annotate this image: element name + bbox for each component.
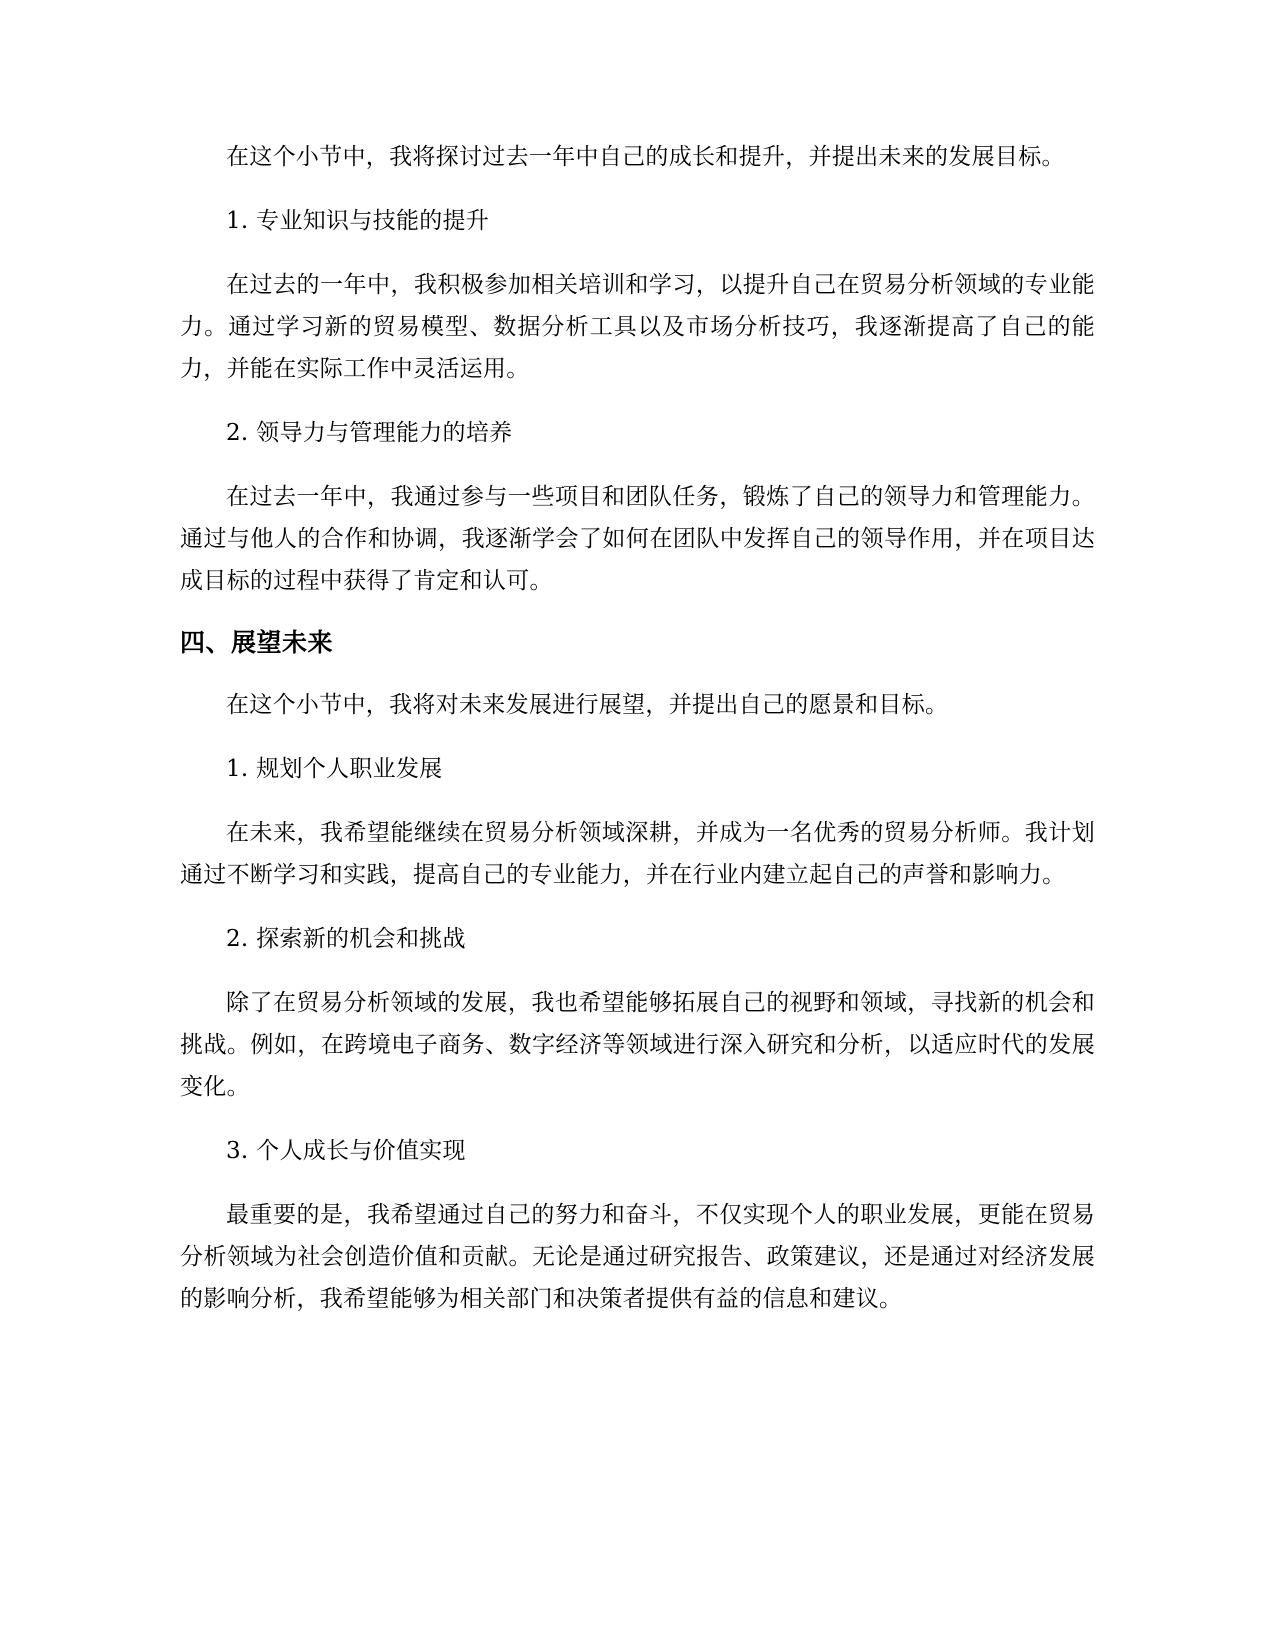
list-item-professional-skills: 1. 专业知识与技能的提升 [226,208,490,234]
document-page [180,136,1095,1320]
intro-paragraph: 在这个小节中，我将探讨过去一年中自己的成长和提升，并提出未来的发展目标。 [226,144,1065,170]
list-item-career-planning: 1. 规划个人职业发展 [226,756,443,782]
intro-paragraph-future: 在这个小节中，我将对未来发展进行展望，并提出自己的愿景和目标。 [226,692,949,718]
paragraph-career-planning: 在未来，我希望能继续在贸易分析领域深耕，并成为一名优秀的贸易分析师。我计划通过不断学习和实践，提高自己的专业能力，并在行业内建立起自己的声誉和影响力。 [180,820,1095,888]
list-item-new-opportunities: 2. 探索新的机会和挑战 [226,926,466,952]
section-heading-future: 四、展望未来 [180,628,334,657]
list-item-personal-growth: 3. 个人成长与价值实现 [226,1138,466,1164]
paragraph-leadership: 在过去一年中，我通过参与一些项目和团队任务，锻炼了自己的领导力和管理能力。通过与他人的合作和协调，我逐渐学会了如何在团队中发挥自己的领导作用，并在项目达成目标的过程中获得了肯定和认可。 [180,484,1095,594]
paragraph-professional-skills: 在过去的一年中，我积极参加相关培训和学习，以提升自己在贸易分析领域的专业能力。通过学习新的贸易模型、数据分析工具以及市场分析技巧，我逐渐提高了自己的能力，并能在实际工作中灵活运用。 [180,272,1095,382]
list-item-leadership: 2. 领导力与管理能力的培养 [226,420,513,446]
paragraph-personal-growth: 最重要的是，我希望通过自己的努力和奋斗，不仅实现个人的职业发展，更能在贸易分析领域为社会创造价值和贡献。无论是通过研究报告、政策建议，还是通过对经济发展的影响分析，我希望能够为相关部门和决策者提供有益的信息和建议。 [180,1202,1095,1312]
paragraph-new-opportunities: 除了在贸易分析领域的发展，我也希望能够拓展自己的视野和领域，寻找新的机会和挑战。例如，在跨境电子商务、数字经济等领域进行深入研究和分析，以适应时代的发展变化。 [180,990,1095,1100]
